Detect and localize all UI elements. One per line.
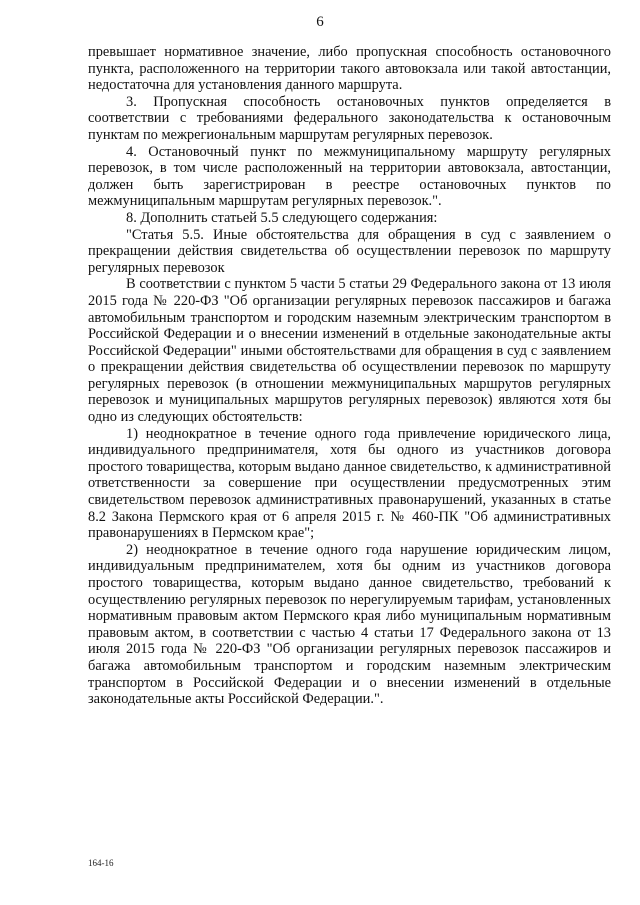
paragraph-article-body: В соответствии с пунктом 5 части 5 статьи 29 Федерального закона от 13 июля 2015 года № 220-ФЗ "Об организации регулярных перевозок пассажиров и багажа автомобильным транспортом и городским наземным электрическим транспортом в Российской Федерации и о внесении изменений в отдельные законодательные акты Российской Федерации" иными обстоятельствами для обращения в суд с заявлением о прекращении действия свидетельства об осуществлении перевозок по маршруту регулярных перевозок (в отношении межмуниципальных маршрутов регулярных перевозок и муниципальных маршрутов регулярных перевозок) являются хотя бы одно из следующих обстоятельств: [88, 276, 611, 426]
page-number: 6 [316, 14, 324, 30]
paragraph-subitem-1: 1) неоднократное в течение одного года привлечение юридического лица, индивидуального предпринимателя, хотя бы одного из участников договора простого товарищества, которым выдано данное свидетельство, к административной ответственности за совершение при осуществлении предусмотренных этим свидетельством перевозок административных правонарушений, указанных в статье 8.2 Закона Пермского края от 6 апреля 2015 г. № 460-ПК "Об административных правонарушениях в Пермском крае"; [88, 425, 611, 542]
article-heading: "Статья 5.5. Иные обстоятельства для обращения в суд с заявлением о прекращении действия свидетельства об осуществлении перевозок по маршруту регулярных перевозок [88, 226, 611, 276]
paragraph-amendment-8: 8. Дополнить статьей 5.5 следующего содержания: [126, 209, 438, 226]
paragraph-continuation: превышает нормативное значение, либо пропускная способность остановочного пункта, расположенного на территории такого автовокзала или такой автостанции, недостаточна для установления данного маршрута. [88, 44, 611, 94]
document-body [88, 44, 611, 708]
paragraph-subitem-2: 2) неоднократное в течение одного года нарушение юридическим лицом, индивидуальным предпринимателем, хотя бы одним из участников договора простого товарищества, которым выдано данное свидетельство, требований к осуществлению регулярных перевозок по нерегулируемым тарифам, установленных нормативным правовым актом Пермского края либо муниципальным нормативным правовым актом, в соответствии с частью 4 статьи 17 Федерального закона от 13 июля 2015 года № 220-ФЗ "Об организации регулярных перевозок пассажиров и багажа автомобильным транспортом и городским наземным электрическим транспортом в Российской Федерации и о внесении изменений в отдельные законодательные акты Российской Федерации.". [88, 541, 611, 708]
document-code: 164-16 [88, 858, 114, 868]
paragraph-item-4: 4. Остановочный пункт по межмуниципальному маршруту регулярных перевозок, в том числе расположенный на территории автовокзала, автостанции, должен быть зарегистрирован в реестре остановочных пунктов по межмуниципальным маршрутам регулярных перевозок.". [88, 143, 611, 210]
paragraph-item-3: 3. Пропускная способность остановочных пунктов определяется в соответствии с требованиями федерального законодательства к остановочным пунктам по межрегиональным маршрутам регулярных перевозок. [88, 93, 611, 143]
